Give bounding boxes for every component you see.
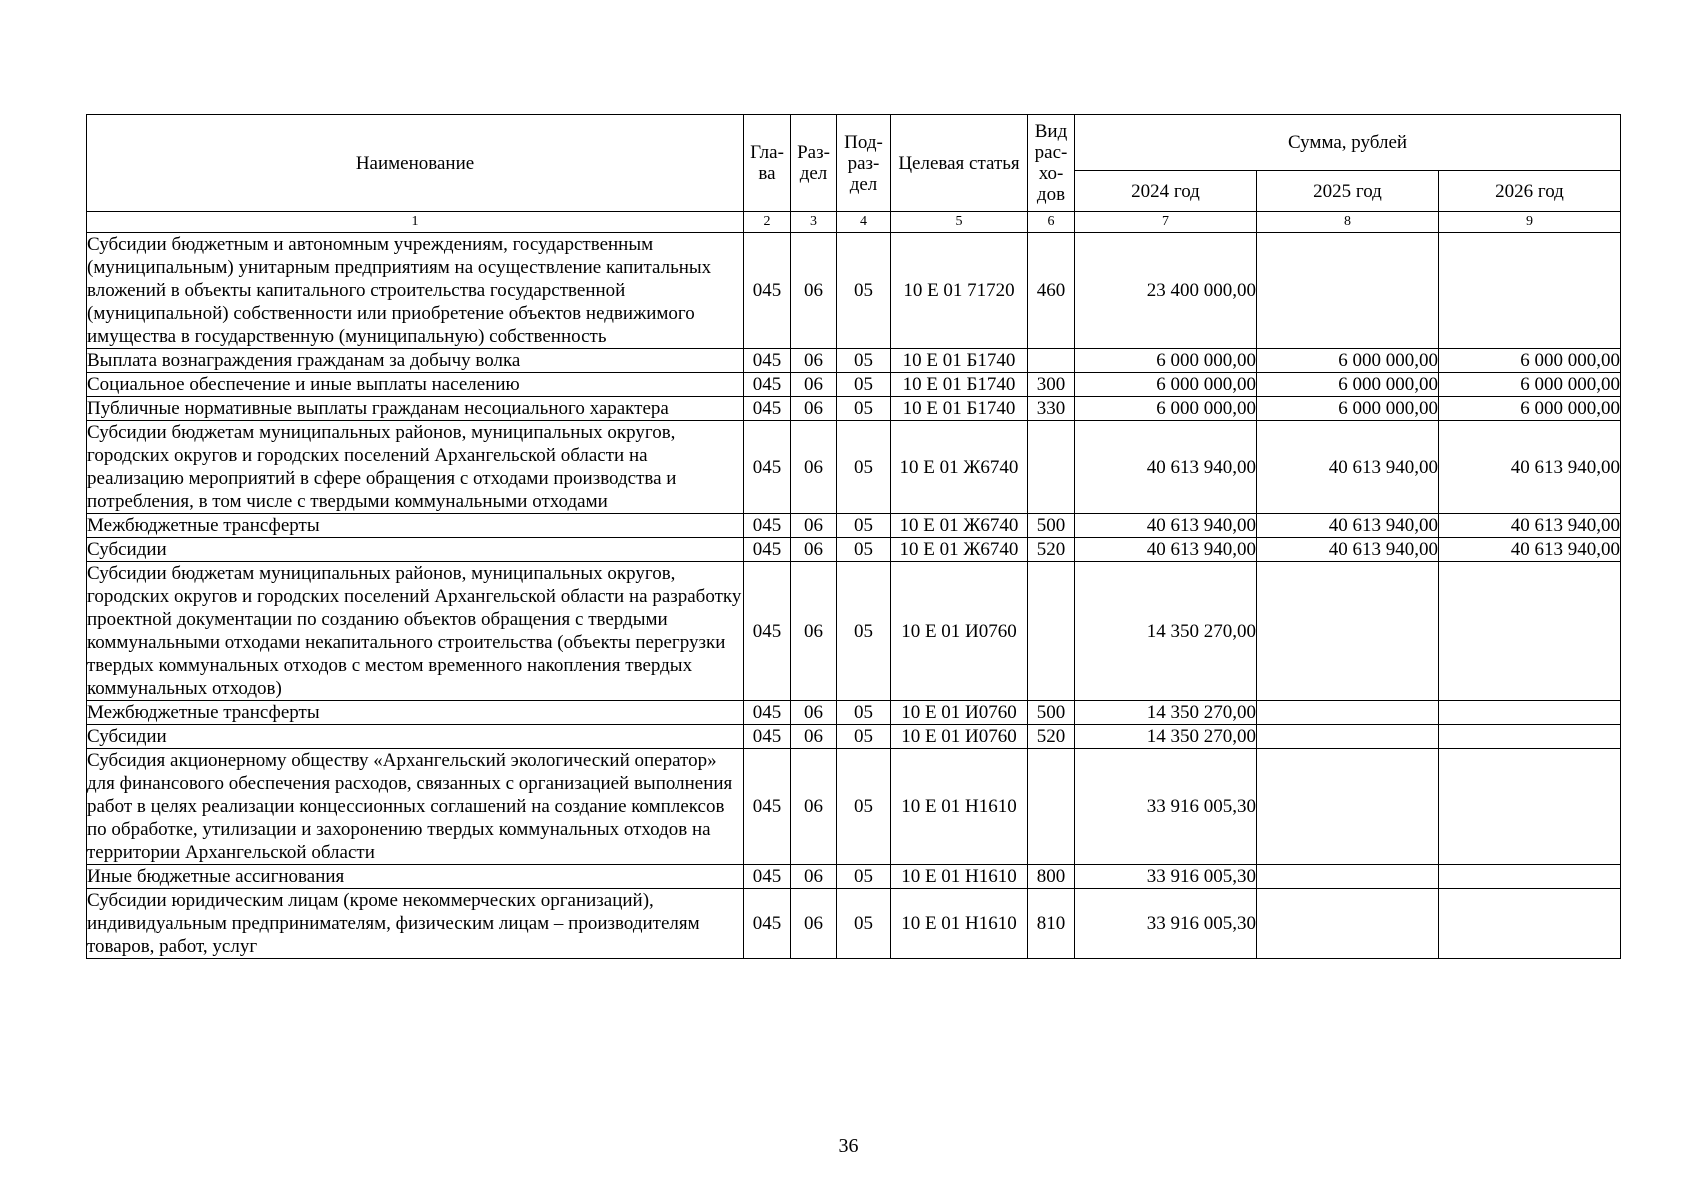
row-tselevaya-statya: 10 Е 01 71720 <box>891 233 1028 349</box>
row-name: Субсидии <box>87 538 744 562</box>
row-name: Межбюджетные трансферты <box>87 514 744 538</box>
row-glava: 045 <box>744 889 791 959</box>
row-amount-2024: 6 000 000,00 <box>1075 373 1257 397</box>
header-razdel <box>791 115 837 212</box>
row-tselevaya-statya: 10 Е 01 Ж6740 <box>891 514 1028 538</box>
row-amount-2024: 14 350 270,00 <box>1075 701 1257 725</box>
row-podrazdel: 05 <box>837 349 891 373</box>
row-podrazdel: 05 <box>837 562 891 701</box>
row-podrazdel: 05 <box>837 233 891 349</box>
table-row <box>87 749 1621 865</box>
row-podrazdel: 05 <box>837 538 891 562</box>
row-glava: 045 <box>744 725 791 749</box>
table-row <box>87 865 1621 889</box>
row-amount-2025 <box>1257 865 1439 889</box>
row-vid-raskhodov: 330 <box>1028 397 1075 421</box>
header-glava <box>744 115 791 212</box>
row-amount-2026 <box>1439 701 1621 725</box>
row-amount-2026 <box>1439 725 1621 749</box>
table-row <box>87 233 1621 349</box>
row-amount-2025 <box>1257 701 1439 725</box>
table-row <box>87 349 1621 373</box>
row-vid-raskhodov: 800 <box>1028 865 1075 889</box>
header-vid-text: Вид рас-хо-дов <box>1034 121 1068 205</box>
table-row <box>87 562 1621 701</box>
row-glava: 045 <box>744 538 791 562</box>
header-tselevaya <box>891 115 1028 212</box>
column-number: 9 <box>1439 212 1621 233</box>
row-podrazdel: 05 <box>837 701 891 725</box>
row-glava: 045 <box>744 373 791 397</box>
row-razdel: 06 <box>791 514 837 538</box>
table-row <box>87 889 1621 959</box>
row-vid-raskhodov: 460 <box>1028 233 1075 349</box>
row-vid-raskhodov: 300 <box>1028 373 1075 397</box>
row-razdel: 06 <box>791 701 837 725</box>
row-vid-raskhodov: 810 <box>1028 889 1075 959</box>
row-amount-2024: 40 613 940,00 <box>1075 421 1257 514</box>
header-year-2025: 2025 год <box>1257 171 1439 212</box>
row-amount-2024: 14 350 270,00 <box>1075 725 1257 749</box>
row-name: Межбюджетные трансферты <box>87 701 744 725</box>
row-amount-2026 <box>1439 562 1621 701</box>
row-glava: 045 <box>744 701 791 725</box>
table-row <box>87 397 1621 421</box>
row-tselevaya-statya: 10 Е 01 И0760 <box>891 562 1028 701</box>
row-razdel: 06 <box>791 725 837 749</box>
row-tselevaya-statya: 10 Е 01 Ж6740 <box>891 421 1028 514</box>
table-row <box>87 701 1621 725</box>
row-amount-2025: 6 000 000,00 <box>1257 397 1439 421</box>
row-name: Субсидии бюджетам муниципальных районов, муниципальных округов, городских округов и городских поселений Архангельской области на реализацию мероприятий в сфере обращения с отходами производства и потребления, в том числе с твердыми коммунальными отходами <box>87 421 744 514</box>
row-razdel: 06 <box>791 373 837 397</box>
row-glava: 045 <box>744 865 791 889</box>
header-podrazdel <box>837 115 891 212</box>
row-vid-raskhodov: 520 <box>1028 538 1075 562</box>
row-razdel: 06 <box>791 397 837 421</box>
row-amount-2026 <box>1439 233 1621 349</box>
column-number: 3 <box>791 212 837 233</box>
row-podrazdel: 05 <box>837 865 891 889</box>
table-row <box>87 373 1621 397</box>
row-amount-2026: 40 613 940,00 <box>1439 514 1621 538</box>
row-tselevaya-statya: 10 Е 01 Н1610 <box>891 865 1028 889</box>
row-name: Субсидии бюджетам муниципальных районов, муниципальных округов, городских округов и городских поселений Архангельской области на разработку проектной документации по созданию объектов обращения с твердыми коммунальными отходами некапитального строительства (объекты перегрузки твердых коммунальных отходов с местом временного накопления твердых коммунальных отходов) <box>87 562 744 701</box>
column-numbers-row <box>87 212 1621 233</box>
row-amount-2026 <box>1439 749 1621 865</box>
row-amount-2025 <box>1257 233 1439 349</box>
row-glava: 045 <box>744 397 791 421</box>
row-amount-2024: 33 916 005,30 <box>1075 749 1257 865</box>
row-amount-2026: 6 000 000,00 <box>1439 397 1621 421</box>
row-glava: 045 <box>744 562 791 701</box>
row-glava: 045 <box>744 349 791 373</box>
row-amount-2026: 6 000 000,00 <box>1439 349 1621 373</box>
row-razdel: 06 <box>791 889 837 959</box>
row-amount-2025 <box>1257 889 1439 959</box>
column-number: 5 <box>891 212 1028 233</box>
row-razdel: 06 <box>791 349 837 373</box>
column-number: 6 <box>1028 212 1075 233</box>
row-amount-2025 <box>1257 749 1439 865</box>
row-podrazdel: 05 <box>837 749 891 865</box>
row-tselevaya-statya: 10 Е 01 И0760 <box>891 701 1028 725</box>
row-razdel: 06 <box>791 749 837 865</box>
row-name: Субсидии <box>87 725 744 749</box>
header-glava-text: Гла-ва <box>750 142 784 184</box>
row-amount-2024: 6 000 000,00 <box>1075 397 1257 421</box>
row-tselevaya-statya: 10 Е 01 И0760 <box>891 725 1028 749</box>
row-razdel: 06 <box>791 538 837 562</box>
header-summa: Сумма, рублей <box>1075 115 1621 171</box>
column-number: 4 <box>837 212 891 233</box>
row-glava: 045 <box>744 749 791 865</box>
header-tselevaya-text: Целевая статья <box>898 152 1020 174</box>
row-vid-raskhodov <box>1028 421 1075 514</box>
row-amount-2024: 23 400 000,00 <box>1075 233 1257 349</box>
row-amount-2025 <box>1257 562 1439 701</box>
row-podrazdel: 05 <box>837 725 891 749</box>
row-tselevaya-statya: 10 Е 01 Б1740 <box>891 349 1028 373</box>
row-amount-2025: 6 000 000,00 <box>1257 349 1439 373</box>
row-podrazdel: 05 <box>837 514 891 538</box>
row-amount-2026: 6 000 000,00 <box>1439 373 1621 397</box>
column-number: 1 <box>87 212 744 233</box>
row-vid-raskhodov <box>1028 349 1075 373</box>
row-podrazdel: 05 <box>837 373 891 397</box>
row-amount-2026 <box>1439 865 1621 889</box>
row-name: Публичные нормативные выплаты гражданам несоциального характера <box>87 397 744 421</box>
row-amount-2026: 40 613 940,00 <box>1439 538 1621 562</box>
table-body <box>87 233 1621 959</box>
header-podrazdel-text: Под-раз-дел <box>844 131 883 195</box>
row-razdel: 06 <box>791 233 837 349</box>
row-vid-raskhodov <box>1028 562 1075 701</box>
row-name: Субсидии юридическим лицам (кроме некоммерческих организаций), индивидуальным предпринимателям, физическим лицам – производителям товаров, работ, услуг <box>87 889 744 959</box>
row-amount-2025 <box>1257 725 1439 749</box>
row-vid-raskhodov <box>1028 749 1075 865</box>
row-name: Выплата вознаграждения гражданам за добычу волка <box>87 349 744 373</box>
row-name: Субсидия акционерному обществу «Архангельский экологический оператор» для финансового обеспечения расходов, связанных с организацией выполнения работ в целях реализации концессионных соглашений на создание комплексов по обработке, утилизации и захоронению твердых коммунальных отходов на территории Архангельской области <box>87 749 744 865</box>
table-row <box>87 421 1621 514</box>
row-tselevaya-statya: 10 Е 01 Н1610 <box>891 749 1028 865</box>
table-row <box>87 538 1621 562</box>
row-name: Социальное обеспечение и иные выплаты населению <box>87 373 744 397</box>
row-amount-2026 <box>1439 889 1621 959</box>
row-vid-raskhodov: 500 <box>1028 514 1075 538</box>
header-name: Наименование <box>87 115 744 212</box>
row-amount-2024: 40 613 940,00 <box>1075 538 1257 562</box>
row-amount-2025: 6 000 000,00 <box>1257 373 1439 397</box>
row-vid-raskhodov: 500 <box>1028 701 1075 725</box>
header-year-2024: 2024 год <box>1075 171 1257 212</box>
row-amount-2025: 40 613 940,00 <box>1257 538 1439 562</box>
row-razdel: 06 <box>791 865 837 889</box>
row-amount-2024: 40 613 940,00 <box>1075 514 1257 538</box>
row-tselevaya-statya: 10 Е 01 Б1740 <box>891 373 1028 397</box>
row-name: Субсидии бюджетным и автономным учреждениям, государственным (муниципальным) унитарным предприятиям на осуществление капитальных вложений в объекты капитального строительства государственной (муниципальной) собственности или приобретение объектов недвижимого имущества в государственную (муниципальную) собственность <box>87 233 744 349</box>
row-vid-raskhodov: 520 <box>1028 725 1075 749</box>
row-amount-2024: 33 916 005,30 <box>1075 865 1257 889</box>
row-amount-2025: 40 613 940,00 <box>1257 421 1439 514</box>
row-tselevaya-statya: 10 Е 01 Ж6740 <box>891 538 1028 562</box>
table-row <box>87 514 1621 538</box>
row-podrazdel: 05 <box>837 421 891 514</box>
column-number: 8 <box>1257 212 1439 233</box>
row-amount-2024: 14 350 270,00 <box>1075 562 1257 701</box>
header-year-2026: 2026 год <box>1439 171 1621 212</box>
row-amount-2025: 40 613 940,00 <box>1257 514 1439 538</box>
row-name: Иные бюджетные ассигнования <box>87 865 744 889</box>
row-amount-2024: 6 000 000,00 <box>1075 349 1257 373</box>
budget-table <box>86 114 1621 959</box>
row-amount-2026: 40 613 940,00 <box>1439 421 1621 514</box>
row-glava: 045 <box>744 514 791 538</box>
row-amount-2024: 33 916 005,30 <box>1075 889 1257 959</box>
page-number: 36 <box>838 1135 859 1157</box>
column-number: 7 <box>1075 212 1257 233</box>
header-razdel-text: Раз-дел <box>797 142 830 184</box>
row-razdel: 06 <box>791 562 837 701</box>
row-razdel: 06 <box>791 421 837 514</box>
header-vid <box>1028 115 1075 212</box>
column-number: 2 <box>744 212 791 233</box>
row-podrazdel: 05 <box>837 397 891 421</box>
table-row <box>87 725 1621 749</box>
row-tselevaya-statya: 10 Е 01 Н1610 <box>891 889 1028 959</box>
row-glava: 045 <box>744 421 791 514</box>
row-tselevaya-statya: 10 Е 01 Б1740 <box>891 397 1028 421</box>
row-podrazdel: 05 <box>837 889 891 959</box>
row-glava: 045 <box>744 233 791 349</box>
